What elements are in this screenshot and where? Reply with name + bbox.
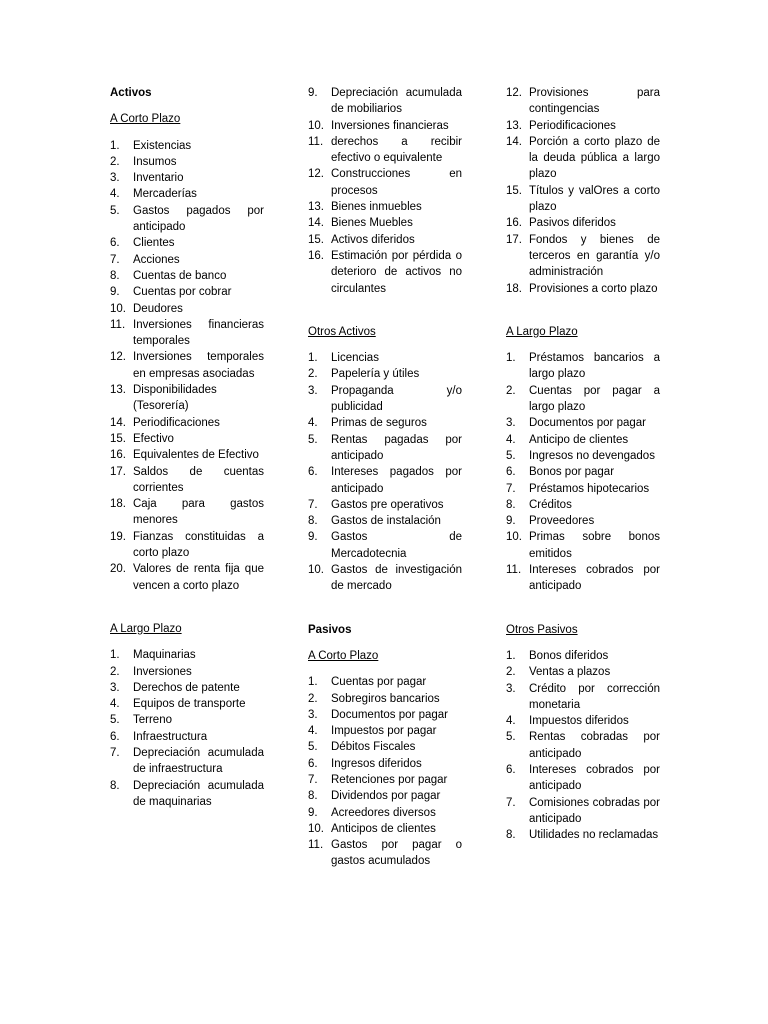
list-item-text: Propaganda y/o publicidad [331,384,462,414]
list-item [110,778,264,811]
list-item-text: Ingresos diferidos [331,757,422,770]
list-item-number: 12. [110,351,126,364]
list-item [110,680,264,696]
list-item-number: 13. [110,384,126,397]
list-item [308,248,462,297]
list-item [308,788,462,804]
list-item-number: 5. [506,731,516,744]
list-item-number: 11. [308,135,324,148]
list-item-text: Depreciación acumulada de mobiliarios [331,87,462,116]
list-item-text: Equipos de transporte [133,698,246,711]
list-item [506,795,660,828]
list-item-text: Rentas pagadas por anticipado [331,433,462,462]
list-item-text: Bienes inmuebles [331,201,422,214]
list-item [506,448,660,464]
list-item [506,85,660,118]
list-item [308,415,462,431]
list-item-text: Efectivo [133,432,174,445]
list-item [110,252,264,268]
list-item-text: derechos a recibir efectivo o equivalente [331,135,462,165]
list-item [506,134,660,183]
list-item-text: Anticipo de clientes [529,433,629,446]
list-item-number: 9. [308,806,318,819]
list-item-number: 1. [506,649,516,662]
list-item [110,268,264,284]
list-item-text: Crédito por corrección monetaria [529,682,660,711]
list-item-number: 4. [308,417,318,430]
list-item-text: Existencias [133,139,192,152]
list-item [506,481,660,497]
list-item-text: Inversiones financieras temporales [133,318,264,348]
list-item-number: 8. [308,790,318,803]
list-item-number: 3. [308,708,318,721]
list-item-number: 14. [308,217,324,230]
title-activos: Activos [110,87,152,99]
list-item [308,383,462,416]
list-item-number: 1. [308,352,318,365]
list-item-text: Pasivos diferidos [529,217,616,230]
list-item-number: 4. [506,715,516,728]
list-item [308,232,462,248]
list-item [110,138,264,154]
heading-pasivos-largo-plazo: A Largo Plazo [506,325,578,338]
list-item [110,447,264,463]
list-item [308,739,462,755]
list-item-number: 5. [110,714,120,727]
list-item-text: Dividendos por pagar [331,790,441,803]
list-item-number: 6. [308,466,318,479]
list-item [308,837,462,870]
list-item-text: Periodificaciones [133,416,220,429]
list-item [110,170,264,186]
list-item-number: 16. [110,449,126,462]
list-item [308,118,462,134]
list-item [308,529,462,562]
list-item [110,431,264,447]
list-item [110,712,264,728]
list-item-number: 15. [506,184,522,197]
list-item [308,134,462,167]
list-pasivos-largo-plazo [506,350,660,594]
list-item-text: Retenciones por pagar [331,773,448,786]
list-item-number: 7. [308,773,318,786]
list-item-text: Documentos por pagar [331,708,448,721]
list-item-number: 12. [308,168,324,181]
list-item-number: 2. [308,368,318,381]
list-item-number: 14. [110,416,126,429]
list-item-text: Documentos por pagar [529,417,646,430]
list-item-text: Gastos de instalación [331,515,441,528]
list-item-text: Mercaderías [133,188,197,201]
list-item-text: Bonos por pagar [529,466,615,479]
list-otros-pasivos [506,648,660,844]
list-item [110,729,264,745]
list-item-number: 10. [506,531,522,544]
list-item [110,561,264,594]
list-item-number: 2. [110,665,120,678]
list-item-number: 7. [110,253,120,266]
list-item-text: Licencias [331,352,379,365]
list-item [308,707,462,723]
list-item-number: 7. [110,746,120,759]
list-item-text: Fondos y bienes de terceros en garantía y/o administración [529,233,660,279]
list-item-text: Débitos Fiscales [331,741,416,754]
list-item-number: 11. [110,318,126,331]
list-item [506,562,660,595]
list-item-text: Provisiones para contingencias [529,87,660,116]
list-item-number: 8. [506,498,516,511]
list-item-text: Comisiones cobradas por anticipado [529,796,660,825]
list-item-text: Gastos pagados por anticipado [133,204,264,234]
list-item-number: 9. [506,515,516,528]
list-item [110,664,264,680]
heading-activos-largo-plazo: A Largo Plazo [110,622,182,635]
list-item [110,235,264,251]
list-item-number: 4. [110,188,120,201]
list-item [110,284,264,300]
list-item-text: Intereses pagados por anticipado [331,466,462,495]
list-item [506,383,660,416]
list-item-text: Impuestos por pagar [331,725,437,738]
list-item-text: Sobregiros bancarios [331,692,440,705]
list-item [110,154,264,170]
list-item-text: Inventario [133,172,184,185]
list-item [308,350,462,366]
list-item-number: 5. [110,204,120,217]
list-item [110,464,264,497]
list-item [308,562,462,595]
list-item-number: 7. [506,796,516,809]
heading-pasivos-corto-plazo: A Corto Plazo [308,649,379,662]
list-item-number: 3. [110,681,120,694]
list-item-text: Inversiones [133,665,192,678]
list-item [308,513,462,529]
list-item-text: Bonos diferidos [529,649,609,662]
list-item-text: Ingresos no devengados [529,449,655,462]
list-item-text: Depreciación acumulada de maquinarias [133,779,264,808]
list-item-text: Primas de seguros [331,417,427,430]
list-item-text: Gastos de Mercadotecnia [331,531,462,560]
list-item [308,821,462,837]
list-item-number: 4. [506,433,516,446]
list-item-number: 14. [506,135,522,148]
list-item [308,366,462,382]
list-item [308,432,462,465]
list-item [308,199,462,215]
list-item [506,827,660,843]
list-item-number: 10. [308,119,324,132]
list-item [506,232,660,281]
list-item-number: 18. [506,282,522,295]
list-item [110,696,264,712]
list-item [110,745,264,778]
list-item-text: Anticipos de clientes [331,822,436,835]
list-item-number: 7. [506,482,516,495]
list-pasivos-corto-plazo [308,674,462,870]
list-item-number: 6. [110,730,120,743]
list-activos-corto-plazo [110,138,264,594]
list-item-text: Créditos [529,498,572,511]
list-item-number: 2. [506,666,516,679]
list-item-text: Acciones [133,253,180,266]
list-item-number: 6. [110,237,120,250]
list-item-number: 10. [308,822,324,835]
list-item [506,432,660,448]
list-item [506,664,660,680]
column-middle [308,85,462,870]
list-item-text: Gastos de investigación de mercado [331,564,462,593]
list-item [506,183,660,216]
list-item-text: Impuestos diferidos [529,715,629,728]
heading-otros-activos: Otros Activos [308,325,376,338]
list-item-text: Primas sobre bonos emitidos [529,531,660,560]
list-item [110,203,264,236]
list-item-text: Maquinarias [133,649,196,662]
list-item-number: 5. [308,433,318,446]
list-item-text: Utilidades no reclamadas [529,829,659,842]
column-pasivos [506,85,660,843]
list-item-number: 4. [308,725,318,738]
list-item-text: Gastos pre operativos [331,498,444,511]
list-item-text: Deudores [133,302,183,315]
list-item-number: 16. [506,217,522,230]
list-item-text: Inversiones financieras [331,119,449,132]
list-item [506,713,660,729]
list-item-text: Activos diferidos [331,233,415,246]
list-item-text: Títulos y valOres a corto plazo [529,184,660,214]
list-item-text: Ventas a plazos [529,666,611,679]
list-item [110,496,264,529]
list-item [506,529,660,562]
list-item [506,118,660,134]
list-item-text: Préstamos bancarios a largo plazo [529,352,660,381]
list-item [506,648,660,664]
list-item-text: Intereses cobrados por anticipado [529,564,660,593]
list-item-text: Estimación por pérdida o deterioro de activos no circulantes [331,249,462,295]
list-item-number: 15. [110,432,126,445]
list-item-number: 9. [308,531,318,544]
list-item [506,215,660,231]
list-item-text: Papelería y útiles [331,368,420,381]
list-item-number: 1. [110,139,120,152]
list-item [308,674,462,690]
list-item-number: 19. [110,530,126,543]
list-item [308,166,462,199]
list-item-text: Construcciones en procesos [331,168,462,197]
list-item [308,723,462,739]
list-item-number: 6. [308,757,318,770]
list-item-number: 6. [506,466,516,479]
list-item [110,382,264,415]
list-item-text: Cuentas por pagar a largo plazo [529,384,660,414]
list-item-number: 17. [506,233,522,246]
list-item [110,301,264,317]
list-item-number: 15. [308,233,324,246]
list-item-text: Acreedores diversos [331,806,436,819]
list-item-number: 11. [308,839,324,852]
list-item [308,756,462,772]
list-item-text: Depreciación acumulada de infraestructura [133,746,264,776]
list-item-number: 10. [110,302,126,315]
list-item-number: 3. [506,417,516,430]
list-item-text: Saldos de cuentas corrientes [133,465,264,494]
list-item-number: 20. [110,563,126,576]
list-item-number: 10. [308,564,324,577]
column-activos [110,85,264,810]
list-item-text: Inversiones temporales en empresas asociadas [133,351,264,380]
list-item [506,281,660,297]
list-item-number: 12. [506,87,522,99]
list-item-number: 4. [110,698,120,711]
list-item-number: 8. [110,269,120,282]
list-item-number: 2. [506,384,516,397]
heading-otros-pasivos: Otros Pasivos [506,623,578,636]
list-item-number: 3. [308,384,318,397]
list-item-text: Cuentas por cobrar [133,286,232,299]
list-item-number: 16. [308,249,324,262]
title-pasivos: Pasivos [308,623,352,636]
list-item [506,681,660,714]
list-item [506,497,660,513]
list-item-text: Porción a corto plazo de la deuda pública a largo plazo [529,135,660,181]
list-item [308,464,462,497]
list-item-text: Cuentas de banco [133,269,227,282]
list-item-text: Caja para gastos menores [133,498,264,527]
list-item-number: 5. [308,741,318,754]
list-item-text: Infraestructura [133,730,208,743]
list-item-number: 8. [110,779,120,792]
list-item [308,497,462,513]
list-item-number: 1. [110,649,120,662]
list-otros-activos [308,350,462,594]
list-item [308,805,462,821]
list-item-number: 1. [308,676,318,689]
list-item-number: 8. [308,515,318,528]
list-item-text: Equivalentes de Efectivo [133,449,259,462]
list-item-number: 18. [110,498,126,511]
list-item [308,772,462,788]
list-item-number: 13. [308,201,324,214]
list-item-text: Derechos de patente [133,681,240,694]
list-item-text: Cuentas por pagar [331,676,427,689]
list-item-number: 2. [110,155,120,168]
list-item-text: Terreno [133,714,172,727]
list-item [506,729,660,762]
list-item-number: 3. [506,682,516,695]
list-item [110,529,264,562]
list-activos-largo-plazo-continued [308,85,462,297]
list-item-text: Proveedores [529,515,595,528]
list-item [110,317,264,350]
heading-activos-corto-plazo: A Corto Plazo [110,113,181,126]
list-item-text: Fianzas constituidas a corto plazo [133,530,264,560]
list-item-number: 13. [506,119,522,132]
list-item-text: Intereses cobrados por anticipado [529,763,660,793]
list-item [506,513,660,529]
list-item [308,691,462,707]
list-item-text: Periodificaciones [529,119,616,132]
list-activos-largo-plazo [110,647,264,810]
list-item [308,85,462,118]
list-item [506,464,660,480]
list-item [308,215,462,231]
list-item-number: 8. [506,829,516,842]
list-item-number: 2. [308,692,318,705]
list-item-number: 17. [110,465,126,478]
list-item-text: Gastos por pagar o gastos acumulados [331,839,462,868]
list-item-number: 9. [110,286,120,299]
list-pasivos-corto-plazo-continued [506,85,660,297]
list-item-number: 6. [506,763,516,776]
list-item-text: Bienes Muebles [331,217,413,230]
list-item-text: Valores de renta fija que vencen a corto plazo [133,563,264,592]
list-item [110,415,264,431]
list-item-text: Provisiones a corto plazo [529,282,658,295]
list-item-text: Préstamos hipotecarios [529,482,650,495]
list-item-number: 7. [308,498,318,511]
list-item-number: 3. [110,172,120,185]
list-item [506,415,660,431]
list-item [506,762,660,795]
list-item-number: 11. [506,564,522,577]
list-item [506,350,660,383]
list-item-text: Disponibilidades (Tesorería) [133,384,217,413]
list-item [110,647,264,663]
list-item-number: 5. [506,449,516,462]
list-item [110,186,264,202]
list-item-text: Clientes [133,237,175,250]
list-item-text: Insumos [133,155,177,168]
list-item-number: 9. [308,87,318,99]
list-item-text: Rentas cobradas por anticipado [529,731,660,760]
list-item [110,349,264,382]
list-item-number: 1. [506,352,516,365]
